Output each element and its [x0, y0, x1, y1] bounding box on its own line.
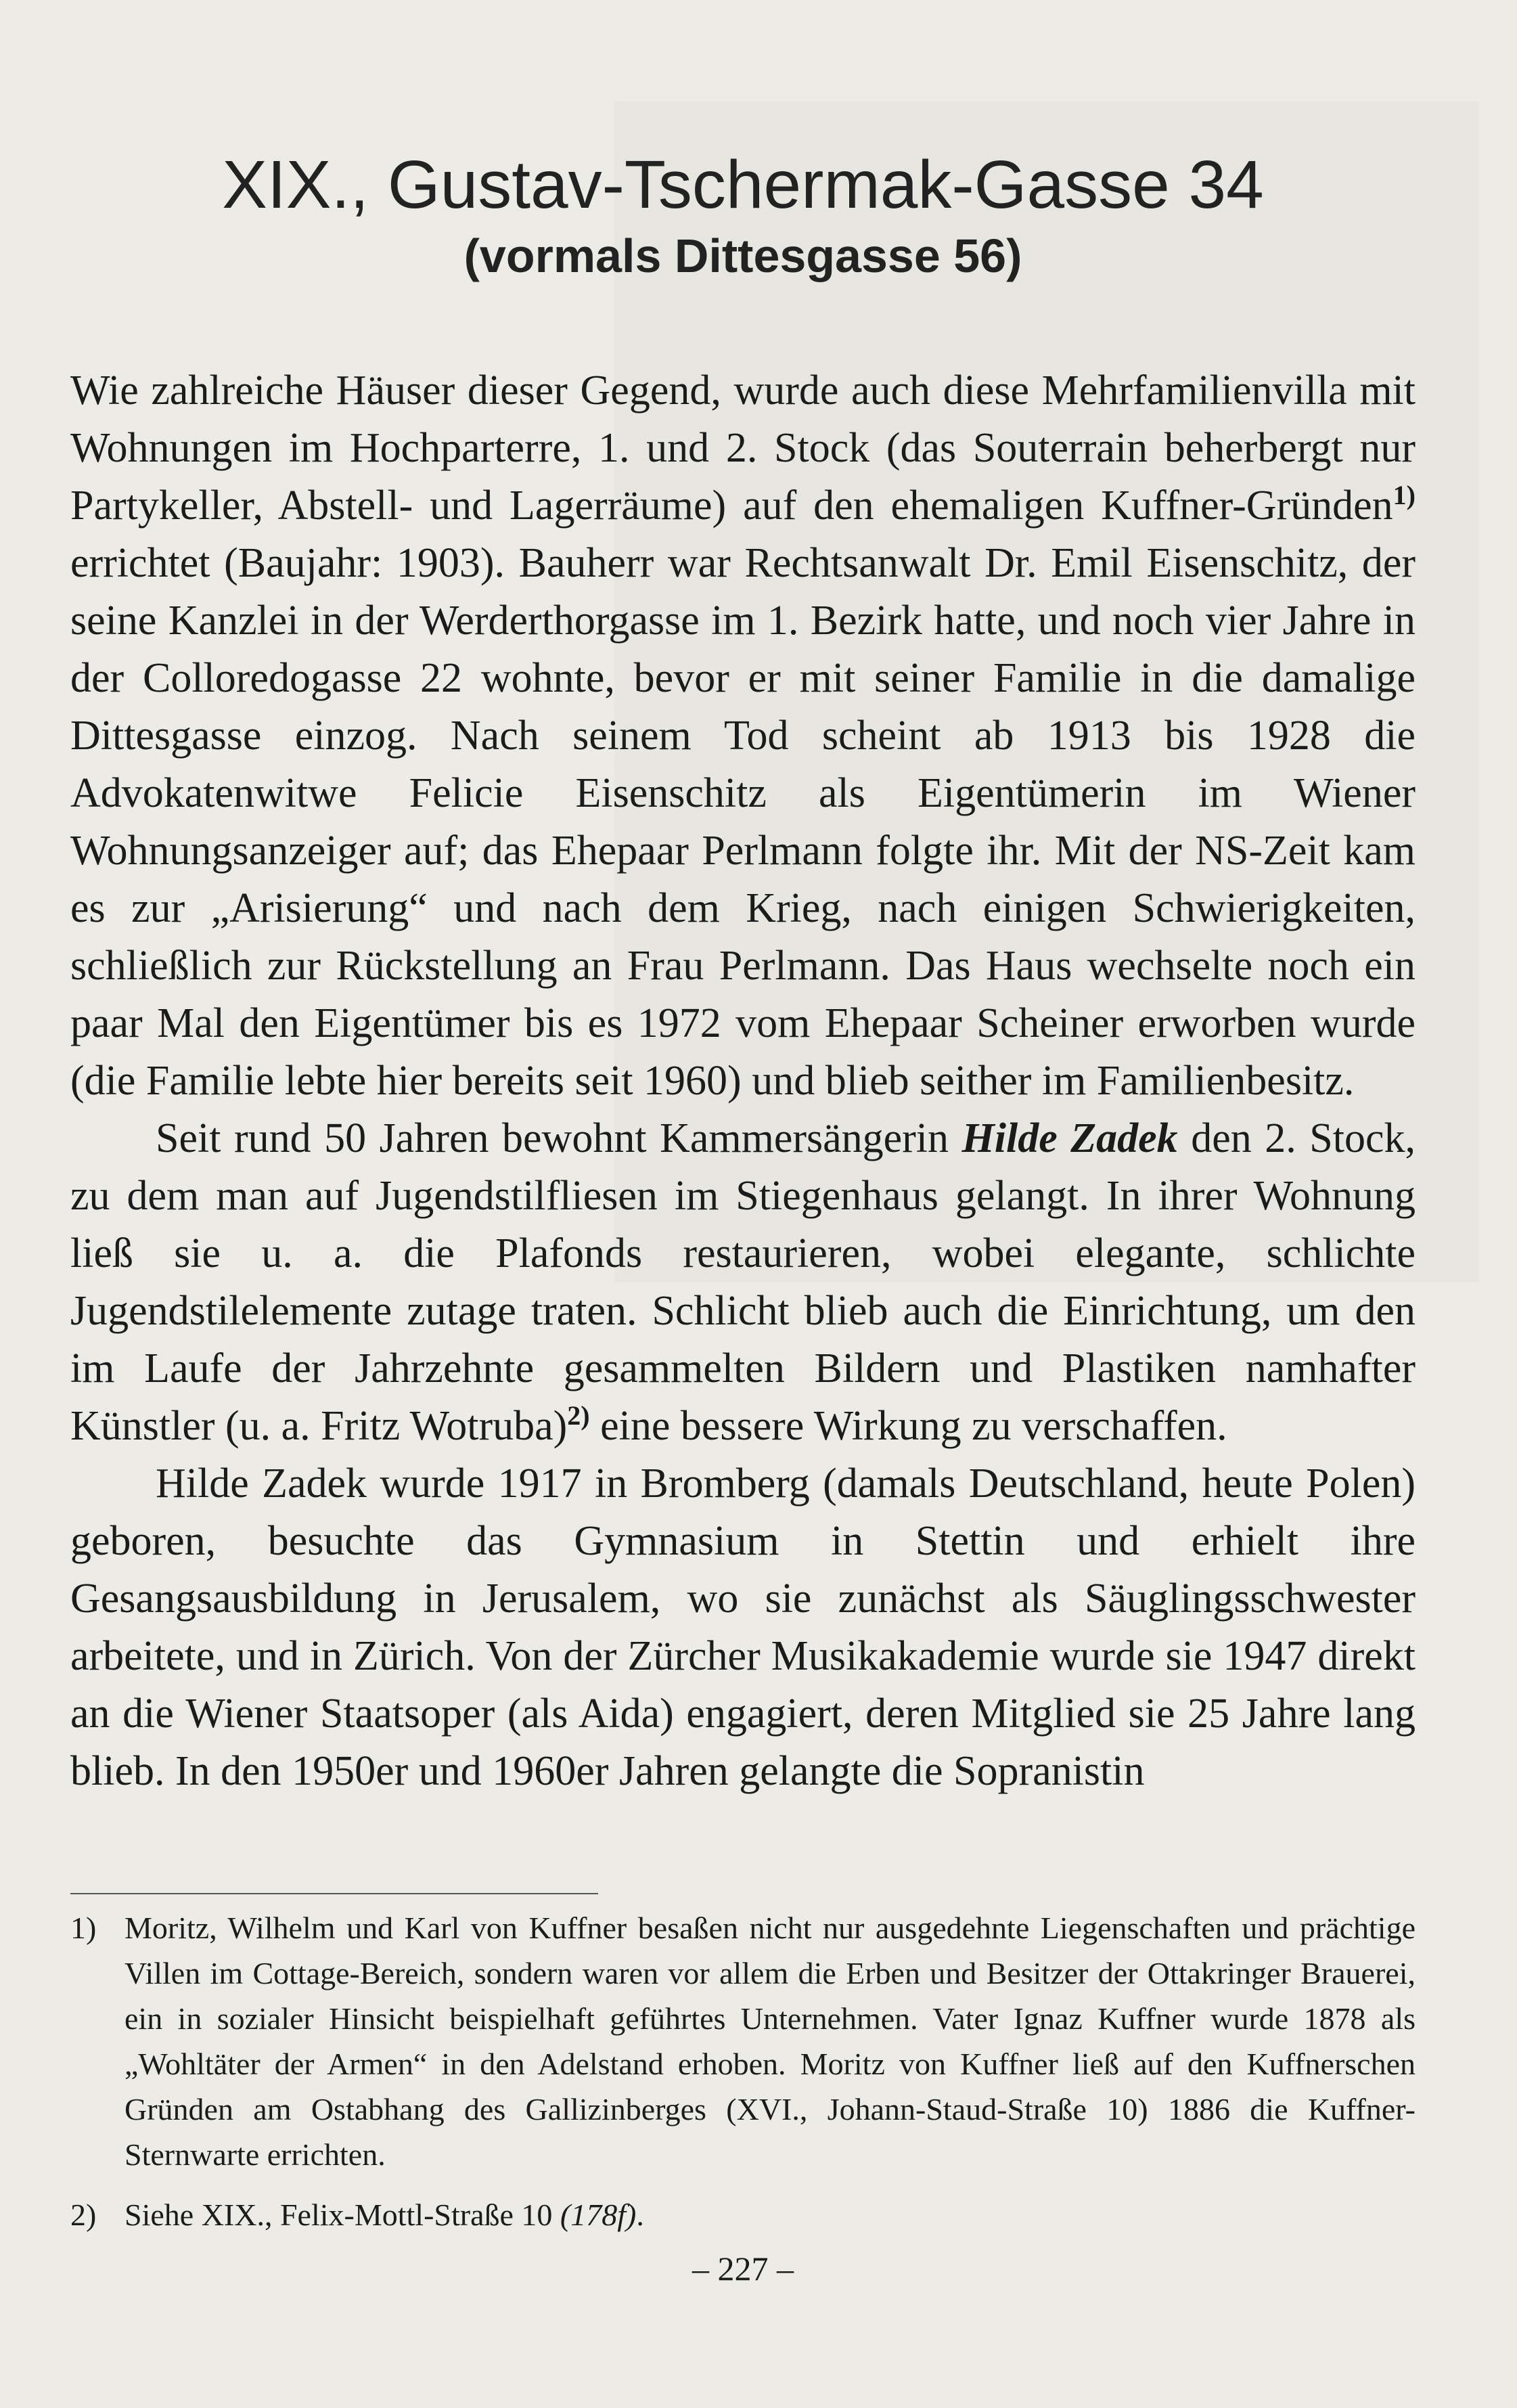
page-number: – 227 –: [692, 2250, 794, 2288]
person-name-hilde-zadek: Hilde Zadek: [961, 1115, 1178, 1161]
footnote-1: [70, 1905, 1416, 2177]
page-subtitle: (vormals Dittesgasse 56): [463, 229, 1022, 282]
footnote-ref-2: 2): [567, 1400, 590, 1431]
paragraph-2-part-a: Seit rund 50 Jahren bewohnt Kammersängerin: [156, 1115, 962, 1161]
footnote-2-body: [124, 2192, 1416, 2237]
footnote-2-number: 2): [70, 2198, 97, 2232]
paragraph-2: [70, 1110, 1416, 1455]
paragraph-1: [70, 362, 1416, 1110]
page-title: XIX., Gustav-Tschermak-Gasse 34: [222, 147, 1264, 223]
footnote-ref-1: 1): [1393, 480, 1416, 510]
paragraph-1-part-b: errichtet (Baujahr: 1903). Bauherr war Rechtsanwalt Dr. Emil Eisenschitz, der seine Kanzlei in der Werderthorgasse im 1. Bezirk hatte, und noch vier Jahre in der Colloredogasse 22 wohnte, bevor er mit seiner Familie in die damalige Dittesgasse einzog. Nach seinem Tod scheint ab 1913 bis 1928 die Advokatenwitwe Felicie Eisenschitz als Eigentümerin im Wiener Wohnungsanzeiger auf; das Ehepaar Perlmann folgte ihr. Mit der NS-Zeit kam es zur „Arisierung“ und nach dem Krieg, nach einigen Schwierigkeiten, schließlich zur Rückstellung an Frau Perlmann. Das Haus wechselte noch ein paar Mal den Eigentümer bis es 1972 vom Ehepaar Scheiner erworben wurde (die Familie lebte hier bereits seit 1960) und blieb seither im Familienbesitz.: [70, 540, 1416, 1104]
body-text: [70, 362, 1416, 1800]
footnote-2-page-ref: (178f): [560, 2198, 637, 2232]
paragraph-2-part-c: eine bessere Wirkung zu verschaffen.: [589, 1403, 1227, 1449]
footnote-1-text: Moritz, Wilhelm und Karl von Kuffner besaßen nicht nur ausgedehnte Liegenschaften und prächtige Villen im Cottage-Bereich, sondern waren vor allem die Erben und Besitzer der Ottakringer Brauerei, ein in sozialer Hinsicht beispielhaft geführtes Unternehmen. Vater Ignaz Kuffner wurde 1878 als „Wohltäter der Armen“ in den Adelstand erhoben. Moritz von Kuffner ließ auf den Kuffnerschen Gründen am Ostabhang des Gallizinberges (XVI., Johann-Staud-Straße 10) 1886 die Kuffner-Sternwarte errichten.: [124, 1911, 1416, 2172]
paragraph-2-part-b: den 2. Stock, zu dem man auf Jugendstilfliesen im Stiegenhaus gelangt. In ihrer Wohnung ließ sie u. a. die Plafonds restaurieren, wobei elegante, schlichte Jugendstilelemente zutage traten. Schlicht blieb auch die Einrichtung, um den im Laufe der Jahrzehnte gesammelten Bildern und Plastiken namhafter Künstler (u. a. Fritz Wotruba): [70, 1115, 1416, 1449]
paragraph-3: Hilde Zadek wurde 1917 in Bromberg (damals Deutschland, heute Polen) geboren, besuchte das Gymnasium in Stettin und erhielt ihre Gesangsausbildung in Jerusalem, wo sie zunächst als Säuglingsschwester arbeitete, und in Zürich. Von der Zürcher Musikakademie wurde sie 1947 direkt an die Wiener Staatsoper (als Aida) engagiert, deren Mitglied sie 25 Jahre lang blieb. In den 1950er und 1960er Jahren gelangte die Sopranistin: [70, 1461, 1416, 1794]
footnote-2-end: .: [636, 2198, 644, 2232]
footnote-2-text: Siehe XIX., Felix-Mottl-Straße 10: [124, 2198, 560, 2232]
footnote-2: [70, 2192, 1416, 2237]
footnotes: [70, 1905, 1416, 2237]
footnote-divider: [70, 1893, 598, 1894]
paragraph-1-part-a: Wie zahlreiche Häuser dieser Gegend, wurde auch diese Mehrfamilienvilla mit Wohnungen im Hochparterre, 1. und 2. Stock (das Souterrain beherbergt nur Partykeller, Abstell- und Lagerräume) auf den ehemaligen Kuffner-Gründen: [70, 367, 1416, 529]
footnote-1-number: 1): [70, 1911, 97, 1945]
